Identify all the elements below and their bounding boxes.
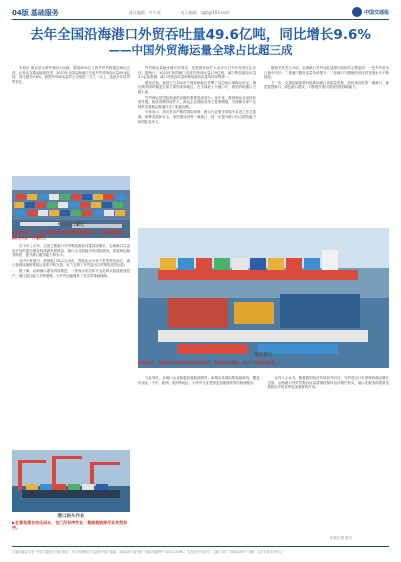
paragraph: 据了解，沿海港口建设持续推进，一批深水泊位和专业化码头陆续建成投产，港口通过能力不断增强，为外贸运输提供了坚实的基础保障。 <box>12 268 130 278</box>
port-crane-photo <box>12 450 130 512</box>
ship-port-photo <box>138 228 389 368</box>
article-column-1-body <box>12 244 130 444</box>
paragraph: 在今年上半年，全国主要港口外贸集装箱吞吐量持续增长，沿海港口以更加开放的姿态服务构建新发展格局，港口企业积极开拓国际航线，拓展海运服务网络，提升港口服务能力和水平。 <box>12 244 130 258</box>
paragraph: 业内专家指出，我国港口码头自动化、智能化水平处于世界领先地位，港口基础设施和集疏运体系不断完善，有力支撑了外贸进出口货物的高效运转。 <box>12 258 130 268</box>
paragraph: 外贸海运是国际物流供应链的重要组成部分。近年来，我国海运业加快转型升级，船队规模持续扩大，海运企业国际竞争力显著增强，为保障全球产业链供应链稳定畅通作出了积极贡献。 <box>138 95 256 109</box>
editor-email: 电子邮箱：zgjt@163.com <box>180 9 230 15</box>
paragraph: 与此同时，各港口企业积极拓展航线网络，新增多条国际集装箱航线，覆盖东南亚、中东、欧洲、美洲等地区，为外贸企业提供更加便捷高效的物流服务。 <box>138 376 260 385</box>
paragraph: 据相关负责人介绍，沿海港口外贸吞吐量增长较快的主要原因：一是外贸进出口稳中向好；二是港口服务质量持续提升；三是港口与腹地经济协同发展水平不断提高。 <box>264 66 389 80</box>
newspaper-logo <box>352 7 389 17</box>
editor-credit: 责任编辑：许小英 <box>128 9 161 15</box>
paragraph: 专家表示，面对复杂严峻的国际形势，港口行业要坚持稳中求进工作总基调，统筹发展和安全，加快建设世界一流港口，进一步提升港口综合服务能力和国际竞争力。 <box>138 110 256 124</box>
headline: 去年全国沿海港口外贸吞吐量49.6亿吨，同比增长9.6% <box>30 27 371 43</box>
logo-icon <box>352 7 362 17</box>
subheadline: ——中国外贸海运量全球占比超三成 <box>108 43 293 57</box>
photo-caption-3: 港航联动 <box>254 353 273 358</box>
page-footer: 交通运输部主管 中国交通报社出版 地址：北京市朝阳区安定路5号院 邮编：100029 国内统一连续出版物号 CN11-0096 广告经营许可证号：京朝工商广字第0026号 印刷：人民日报印务中心 <box>12 546 389 554</box>
section-name: 基础服务 <box>30 8 59 17</box>
page-header <box>12 6 389 20</box>
intro-paragraph: 本报讯 海运是全球贸易的大动脉，我国90%以上的外贸货物通过海运完成。记者从交通运输部获悉，2023年全国沿海港口完成外贸货物吞吐量49.6亿吨，同比增长9.6%，我国外贸海运量约占全球的三分之一以上，连续多年居世界首位。 <box>12 66 130 84</box>
article-column-3-top <box>264 66 389 228</box>
container-port-photo <box>12 176 130 238</box>
logo-text: 中国交通报 <box>363 9 389 16</box>
paragraph: 业内人士认为，随着我国经济持续回升向好，外贸进出口有望保持稳定增长态势，沿海港口外贸货物吞吐量将继续保持良好增长势头，港口在服务构建新发展格局中将发挥更加重要的作用。 <box>267 376 389 390</box>
page-number: 04版 <box>12 8 29 17</box>
article-bottom-columns <box>138 376 389 540</box>
byline: 本报记者 张宏 <box>330 536 353 540</box>
paragraph: 截至目前，我国已与100多个国家和地区签署了双边和区域海运协定，海运服务网络覆盖全球主要国家和地区，在全球前十大港口中，我国内地港口占据七席。 <box>138 80 256 94</box>
paragraph: 外贸海运量稳步增长的背后，是我国持续扩大高水平对外开放的坚定步伐。据统计，2023年我国港口完成货物吞吐量170亿吨，港口集装箱吞吐量3.1亿标准箱，港口货物吞吐量和集装箱吞吐量均居世界第一。 <box>138 66 256 80</box>
photo-note-2: ▶在青岛港自动化码头，龙门吊有序作业，集装箱装卸作业井然有序。 <box>12 520 128 530</box>
photo-caption-1: 外贸港口繁忙 <box>57 223 85 228</box>
photo-caption-2: 港口码头作业 <box>57 514 85 519</box>
photo-note-3: ▶5月6日，满载外贸货物的货轮驶离港口，船舶往来穿梭，港口一派繁忙景象。 <box>138 360 279 365</box>
paragraph: 下一步，交通运输部将持续推动港口高质量发展，加快建设世界一流港口，推进智慧港口、绿色港口建设，不断提升港口服务国家战略能力。 <box>264 80 389 90</box>
photo-note-1: ▶4月23日，在山东港口青岛港前湾集装箱码头，货轮停靠装卸，港口作业一片繁忙。 <box>12 230 128 240</box>
